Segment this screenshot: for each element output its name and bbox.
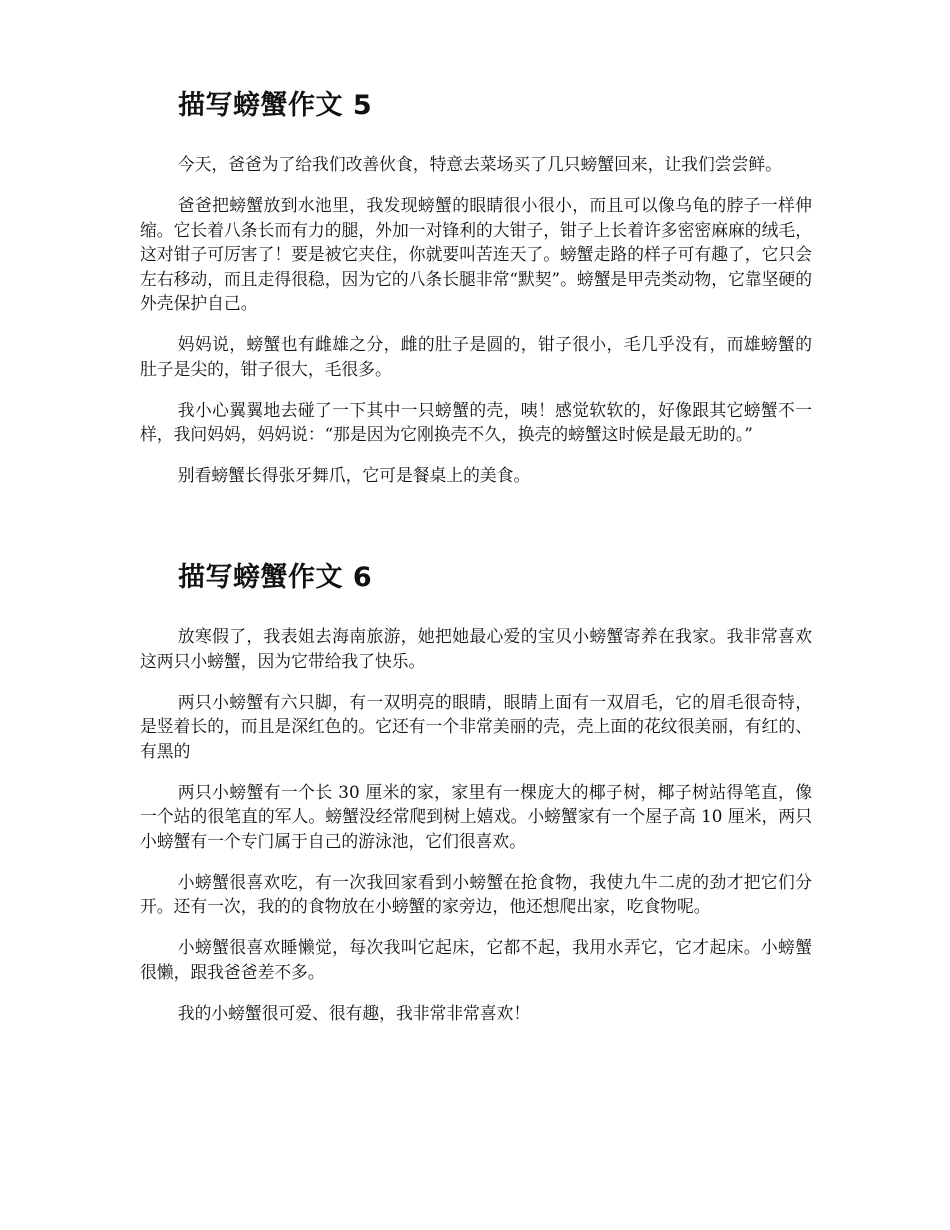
section-title: 描写螃蟹作文 6 [178, 562, 373, 593]
essay-section-5 [140, 88, 812, 488]
paragraph: 小螃蟹很喜欢吃，有一次我回家看到小螃蟹在抢食物，我使九牛二虎的劲才把它们分开。还有一次，我的的食物放在小螃蟹的家旁边，他还想爬出家，吃食物呢。 [140, 871, 812, 916]
paragraph: 别看螃蟹长得张牙舞爪，它可是餐桌上的美食。 [177, 465, 531, 485]
paragraph: 我的小螃蟹很可爱、很有趣，我非常非常喜欢！ [177, 1002, 531, 1023]
paragraph: 两只小螃蟹有六只脚，有一双明亮的眼睛，眼睛上面有一双眉毛，它的眉毛很奇特，是竖着长的，而且是深红色的。它还有一个非常美丽的壳，壳上面的花纹很美丽，有红的、有黑的 [140, 691, 812, 761]
paragraph: 爸爸把螃蟹放到水池里，我发现螃蟹的眼睛很小很小，而且可以像乌龟的脖子一样伸缩。它长着八条长而有力的腿，外加一对锋利的大钳子，钳子上长着许多密密麻麻的绒毛，这对钳子可厉害了！要是被它夹住，你就要叫苦连天了。螃蟹走路的样子可有趣了，它只会左右移动，而且走得很稳，因为它的八条长腿非常“默契”。螃蟹是甲壳类动物，它靠坚硬的外壳保护自己。 [140, 195, 812, 313]
paragraph: 我小心翼翼地去碰了一下其中一只螃蟹的壳，咦！感觉软软的，好像跟其它螃蟹不一样，我问妈妈，妈妈说：“那是因为它刚换壳不久，换壳的螃蟹这时候是最无助的。” [140, 399, 812, 444]
paragraph: 今天，爸爸为了给我们改善伙食，特意去菜场买了几只螃蟹回来，让我们尝尝鲜。 [177, 154, 782, 174]
paragraph: 放寒假了，我表姐去海南旅游，她把她最心爱的宝贝小螃蟹寄养在我家。我非常喜欢这两只小螃蟹，因为它带给我了快乐。 [140, 626, 812, 671]
essay-section-6 [140, 560, 812, 1025]
paragraph: 妈妈说，螃蟹也有雌雄之分，雌的肚子是圆的，钳子很小，毛几乎没有，而雄螃蟹的肚子是尖的，钳子很大，毛很多。 [140, 334, 812, 379]
paragraph: 两只小螃蟹有一个长 30 厘米的家，家里有一棵庞大的椰子树，椰子树站得笔直，像一个站的很笔直的军人。螃蟹没经常爬到树上嬉戏。小螃蟹家有一个屋子高 10 厘米，两只小螃蟹有一个专门属于自己的游泳池，它们很喜欢。 [140, 781, 812, 851]
section-title: 描写螃蟹作文 5 [178, 90, 373, 121]
paragraph: 小螃蟹很喜欢睡懒觉，每次我叫它起床，它都不起，我用水弄它，它才起床。小螃蟹很懒，跟我爸爸差不多。 [140, 937, 812, 982]
